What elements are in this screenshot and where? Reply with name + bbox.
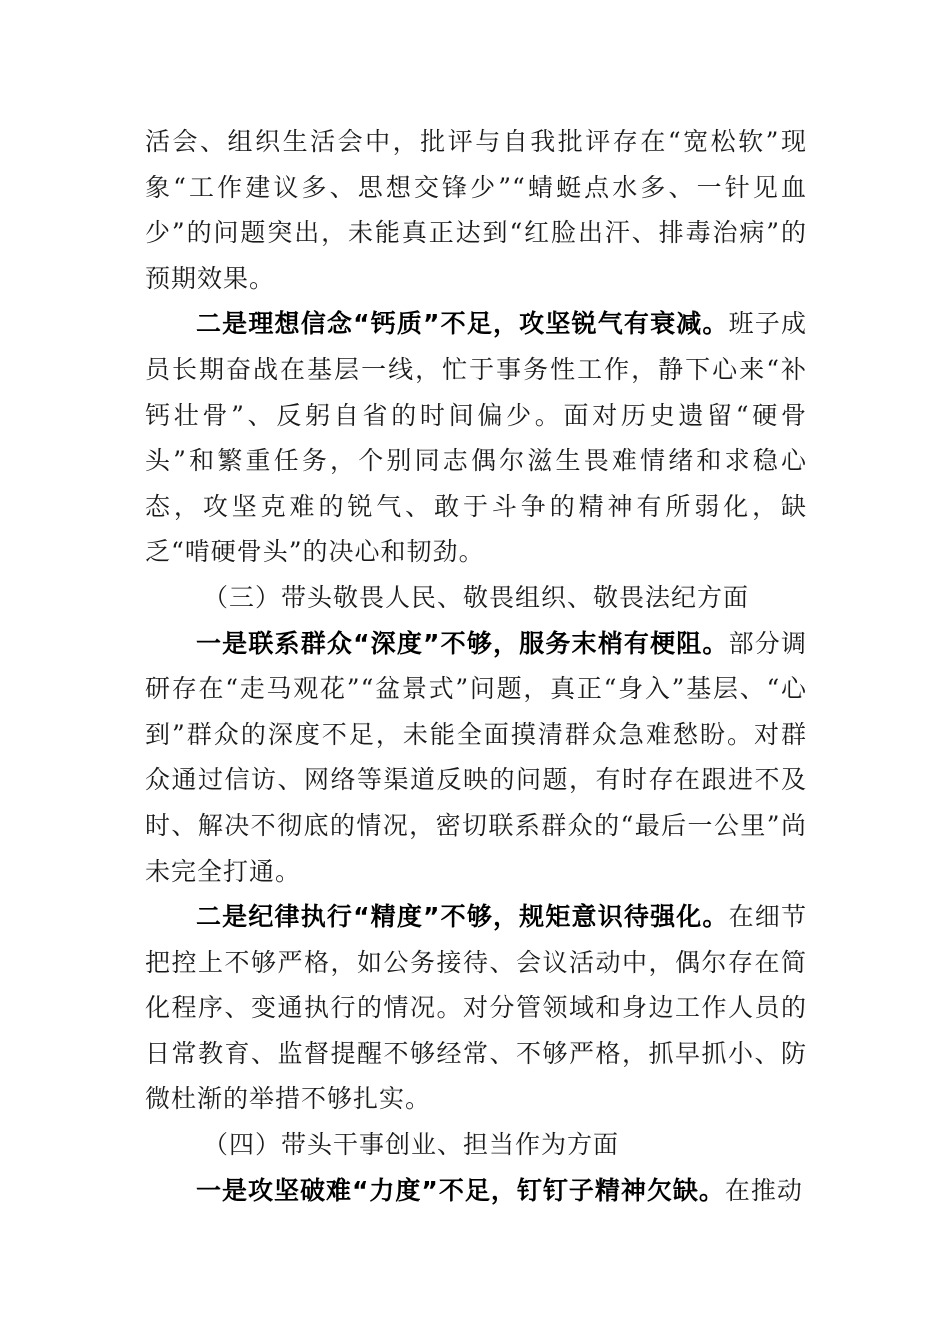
paragraph-text: 活会、组织生活会中，批评与自我批评存在“宽松软”现象“工作建议多、思想交锋少”“蜻蜓点水多、一针见血少”的问题突出，未能真正达到“红脸出汗、排毒治病”的预期效果。 [145, 127, 807, 293]
paragraph-tackling-problems [145, 1168, 807, 1214]
paragraph-lead: 一是联系群众“深度”不够，服务末梢有梗阻。 [196, 628, 729, 658]
paragraph-text: 在细节把控上不够严格，如公务接待、会议活动中，偶尔存在简化程序、变通执行的情况。对分管领域和身边工作人员的日常教育、监督提醒不够经常、不够严格，抓早抓小、防微杜渐的举措不够扎实。 [145, 902, 807, 1114]
section-heading-four: （四）带头干事创业、担当作为方面 [203, 1130, 620, 1160]
paragraph-lead: 一是攻坚破难“力度”不足，钉钉子精神欠缺。 [196, 1175, 725, 1205]
paragraph-text: 在推动 [724, 1175, 803, 1205]
section-heading-three: （三）带头敬畏人民、敬畏组织、敬畏法纪方面 [203, 582, 750, 612]
paragraph-text: 部分调研存在“走马观花”“盆景式”问题，真正“身入”基层、“心到”群众的深度不足，未能全面摸清群众急难愁盼。对群众通过信访、网络等渠道反映的问题，有时存在跟进不及时、解决不彻底的情况，密切联系群众的“最后一公里”尚未完全打通。 [145, 628, 807, 886]
paragraph-mass-contact [145, 621, 807, 895]
paragraph-text: 班子成员长期奋战在基层一线，忙于事务性工作，静下心来“补钙壮骨”、反躬自省的时间偏少。面对历史遗留“硬骨头”和繁重任务，个别同志偶尔滋生畏难情绪和求稳心态，攻坚克难的锐气、敢于斗争的精神有所弱化，缺乏“啃硬骨头”的决心和韧劲。 [145, 309, 807, 567]
paragraph-lead: 二是理想信念“钙质”不足，攻坚锐气有衰减。 [196, 309, 729, 339]
paragraph-ideals-calcium [145, 301, 807, 575]
document-body [145, 119, 807, 1213]
paragraph-discipline [145, 894, 807, 1122]
paragraph-continuation [145, 119, 807, 301]
paragraph-lead: 二是纪律执行“精度”不够，规矩意识待强化。 [196, 902, 729, 932]
